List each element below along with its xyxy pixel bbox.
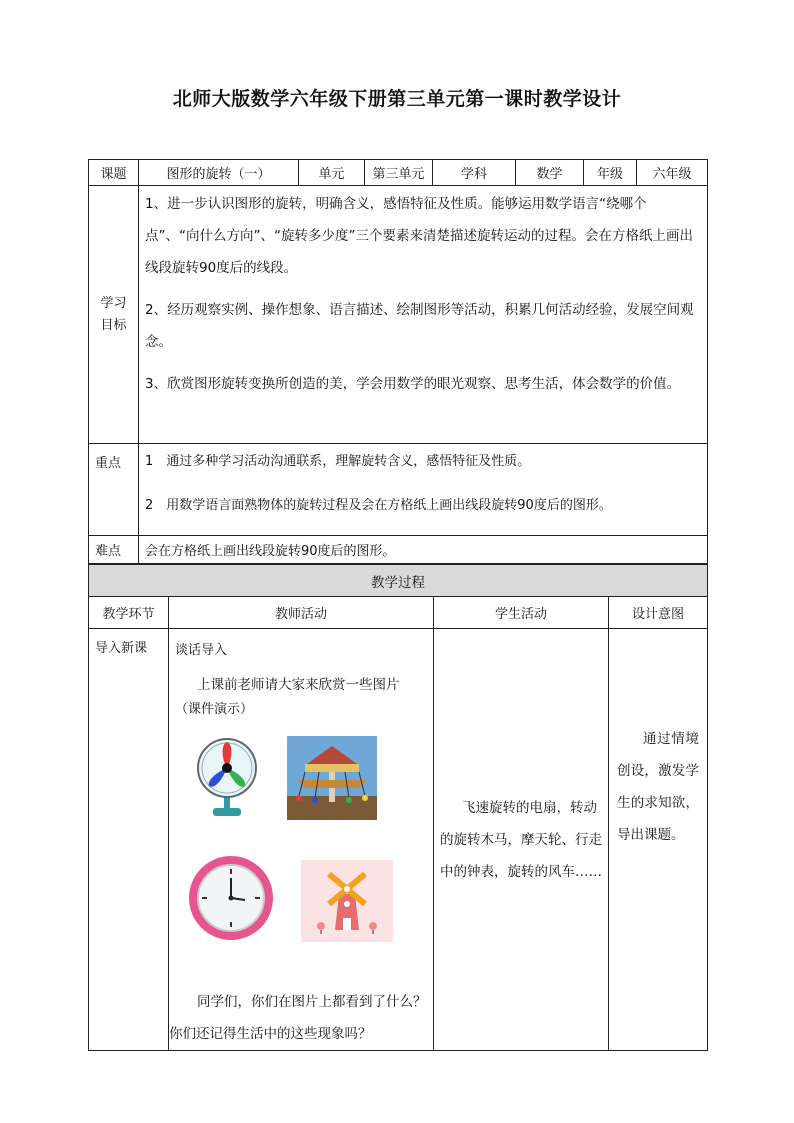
grade-label: 年级: [584, 160, 637, 186]
difficulty-label: 难点: [89, 536, 139, 564]
stage-cell: 导入新课: [89, 629, 169, 1051]
process-header: 教学过程: [89, 565, 708, 597]
goal-item: 2、经历观察实例、操作想象、语言描述、绘制图形等活动，积累几何活动经验，发展空间观念。: [145, 302, 694, 350]
column-header-stage: 教学环节: [89, 597, 169, 629]
course-value: 图形的旋转（一）: [139, 160, 299, 186]
key-point-item: 1 通过多种学习活动沟通联系，理解旋转含义，感悟特征及性质。: [145, 454, 531, 469]
key-points-label: 重点: [89, 444, 139, 536]
subject-label: 学科: [433, 160, 516, 186]
design-intent-cell: [609, 629, 708, 1051]
goal-item: 1、进一步认识图形的旋转，明确含义，感悟特征及性质。能够运用数学语言“绕哪个点”、“向什么方向”、“旋转多少度”三个要素来清楚描述旋转运动的过程。会在方格纸上画出线段旋转90度后的线段。: [145, 196, 693, 276]
goal-item: 3、欣赏图形旋转变换所创造的美，学会用数学的眼光观察、思考生活，体会数学的价值。: [145, 376, 681, 392]
column-header-design: 设计意图: [609, 597, 708, 629]
difficulty-text: 会在方格纸上画出线段旋转90度后的图形。: [139, 536, 708, 564]
column-header-teacher: 教师活动: [169, 597, 434, 629]
goals-label: [89, 186, 139, 444]
grade-value: 六年级: [637, 160, 708, 186]
student-activity-text: 飞速旋转的电扇，转动的旋转木马，摩天轮、行走中的钟表，旋转的风车……: [440, 799, 602, 880]
subject-value: 数学: [516, 160, 584, 186]
key-point-item: 2 用数学语言面熟物体的旋转过程及会在方格纸上画出线段旋转90度后的图形。: [145, 498, 612, 513]
goals-label-line1: 学习: [100, 295, 127, 311]
column-header-student: 学生活动: [434, 597, 609, 629]
goals-label-line2: 目标: [100, 317, 127, 333]
clock-icon: [187, 854, 275, 942]
teacher-text: （课件演示）: [175, 702, 254, 717]
carousel-icon: [287, 736, 377, 820]
design-intent-text: 通过情境创设，激发学生的求知欲，导出课题。: [617, 731, 699, 843]
student-activity-cell: [434, 629, 609, 1051]
course-label: 课题: [89, 160, 139, 186]
teacher-text: 上课前老师请大家来欣赏一些图片: [197, 677, 400, 693]
fan-icon: [195, 736, 259, 820]
teacher-heading: 谈话导入: [175, 643, 228, 658]
unit-value: 第三单元: [365, 160, 433, 186]
process-table: [88, 564, 708, 1051]
picture-gallery: [169, 726, 433, 986]
page-title: 北师大版数学六年级下册第三单元第一课时教学设计: [172, 88, 622, 110]
teacher-activity-cell: [169, 629, 434, 1051]
key-points-content: [139, 444, 708, 536]
goals-content: [139, 186, 708, 444]
info-table: [88, 159, 708, 564]
teacher-question: 同学们，你们在图片上都看到了什么？你们还记得生活中的这些现象吗？: [169, 994, 427, 1042]
unit-label: 单元: [299, 160, 365, 186]
windmill-icon: [301, 860, 393, 942]
